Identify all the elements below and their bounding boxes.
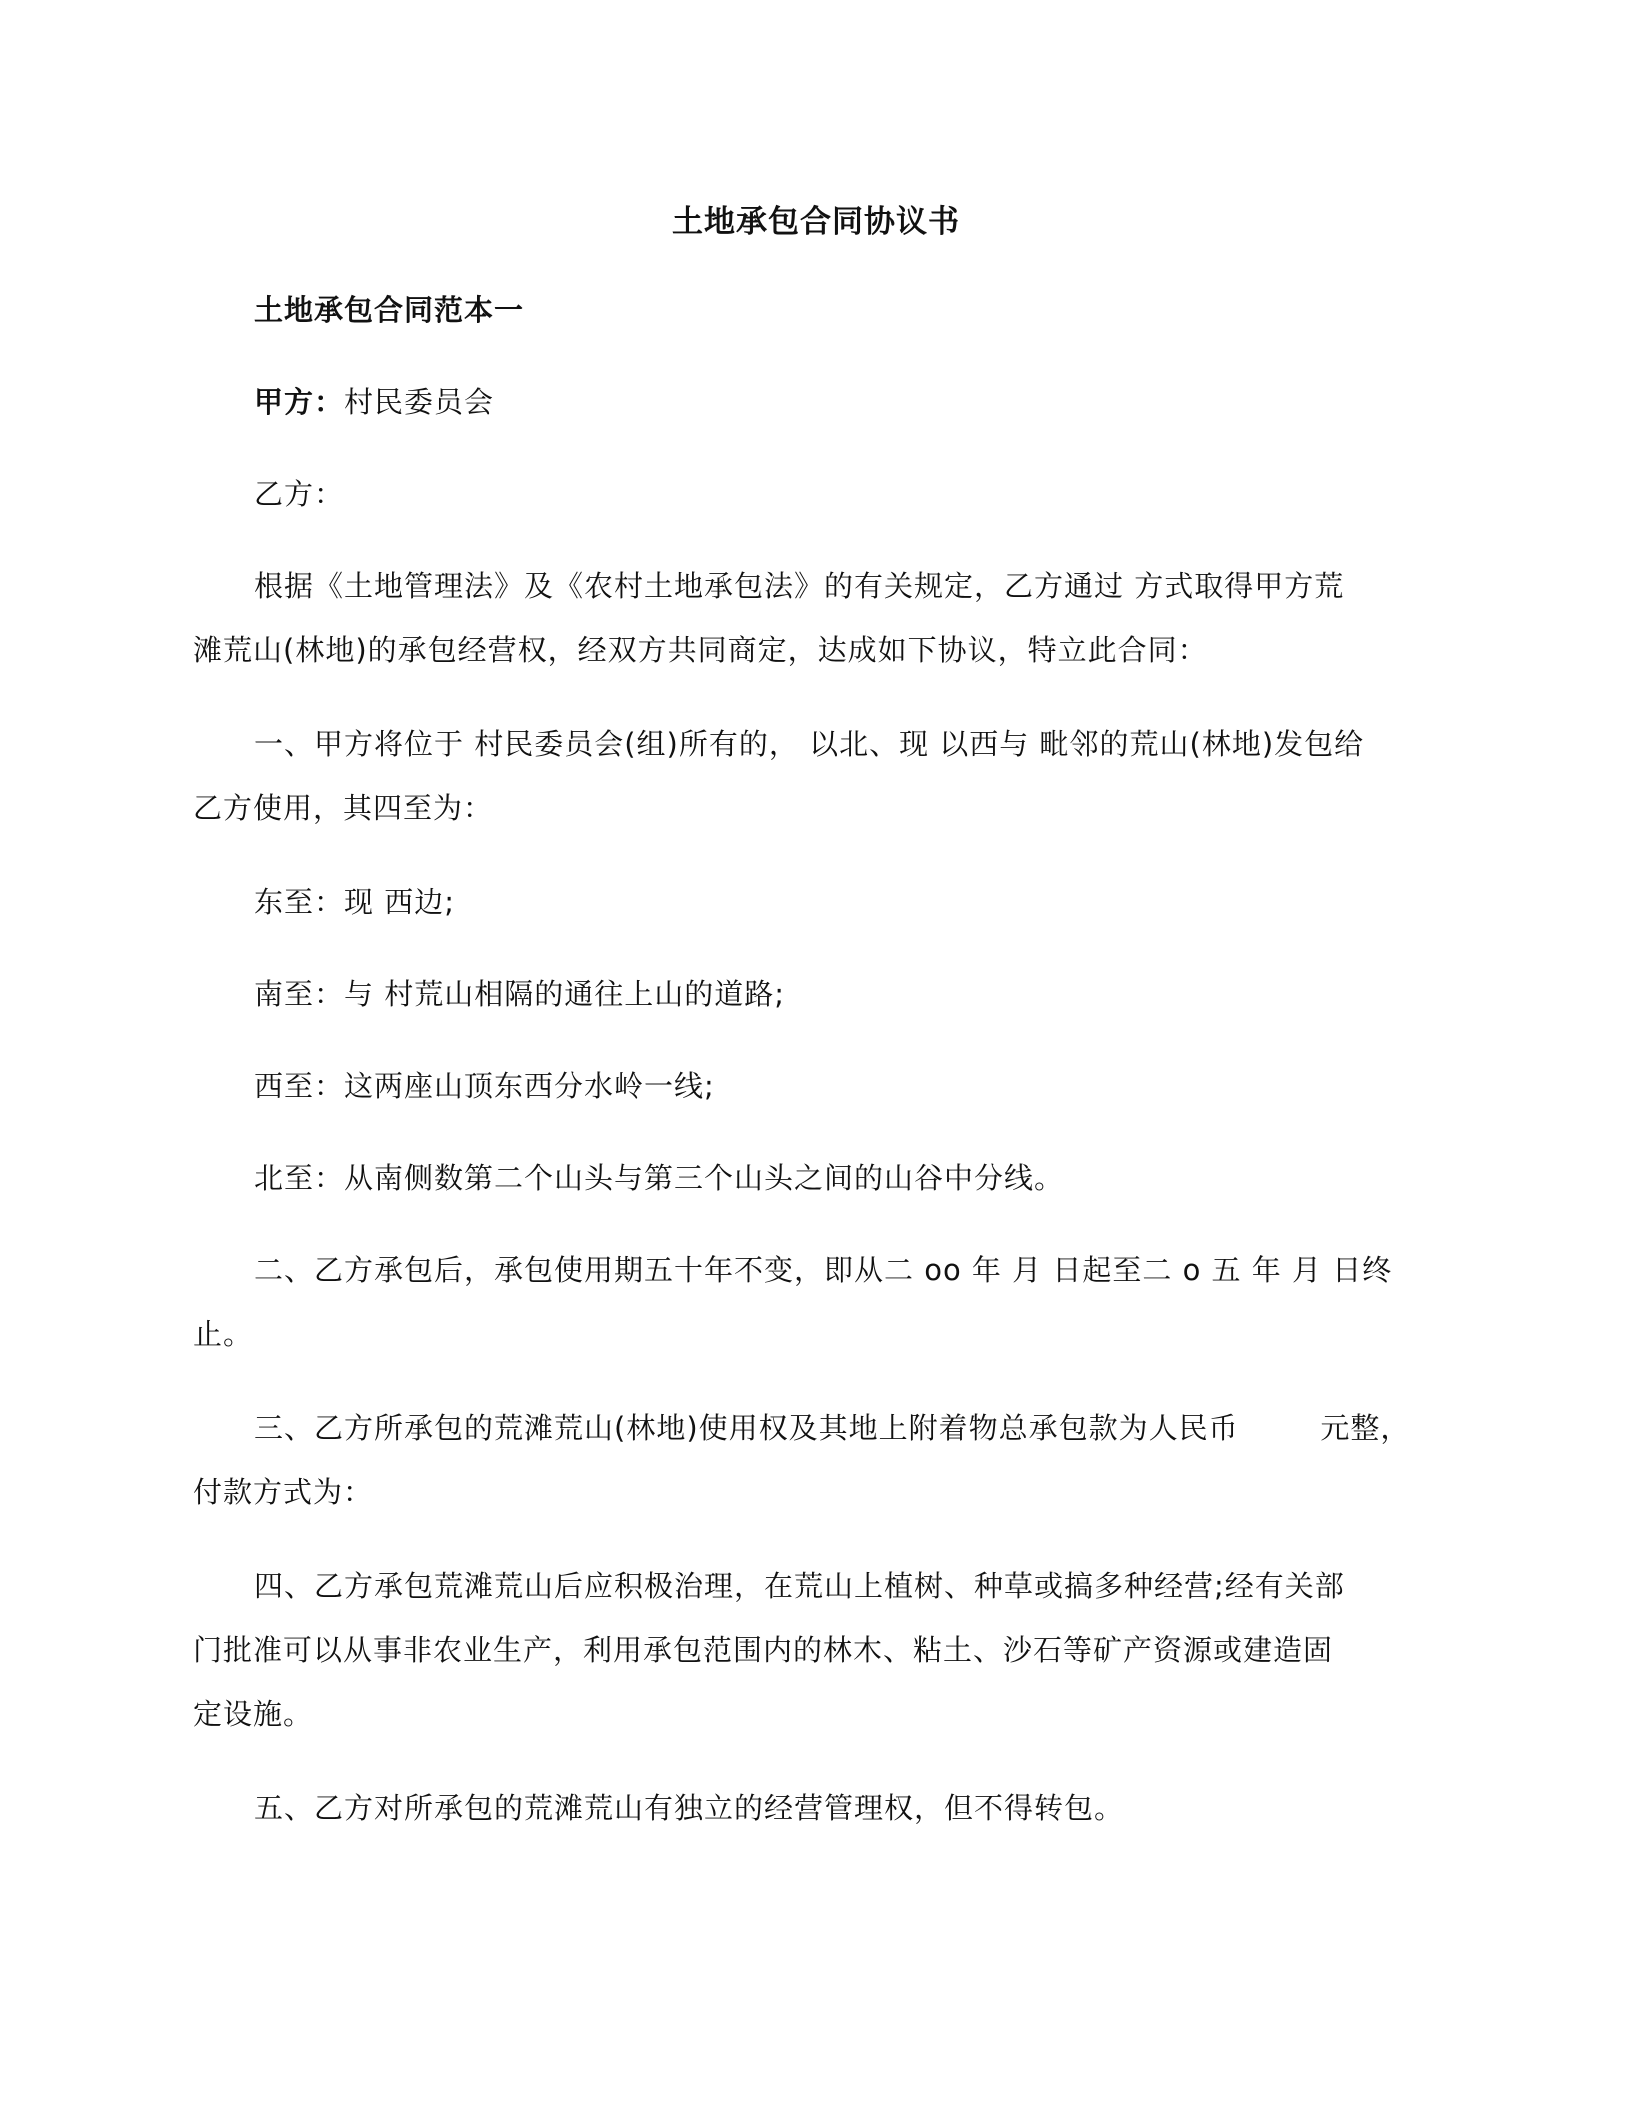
clause2-line-1: 二、乙方承包后，承包使用期五十年不变，即从二 oo 年 月 日起至二 o 五 年 月 日终 <box>254 1253 1393 1287</box>
document-subtitle: 土地承包合同范本一 <box>254 293 525 327</box>
clause1-line-2: 乙方使用，其四至为： <box>193 791 494 825</box>
clause5: 五、乙方对所承包的荒滩荒山有独立的经营管理权，但不得转包。 <box>254 1791 1125 1825</box>
clause4-line-2: 门批准可以从事非农业生产，利用承包范围内的林木、粘土、沙石等矿产资源或建造固 <box>193 1633 1334 1667</box>
clause4-line-1: 四、乙方承包荒滩荒山后应积极治理，在荒山上植树、种草或搞多种经营;经有关部 <box>254 1569 1345 1603</box>
intro-line-1: 根据《土地管理法》及《农村土地承包法》的有关规定，乙方通过 方式取得甲方荒 <box>254 569 1345 603</box>
boundary-north: 北至：从南侧数第二个山头与第三个山头之间的山谷中分线。 <box>254 1161 1065 1195</box>
document-title: 土地承包合同协议书 <box>672 204 960 240</box>
clause3-line-1: 三、乙方所承包的荒滩荒山(林地)使用权及其地上附着物总承包款为人民币 元整， <box>254 1411 1411 1445</box>
party-b-label: 乙方： <box>254 477 345 511</box>
clause2-line-2: 止。 <box>193 1317 254 1351</box>
party-a-label: 甲方： <box>254 385 345 419</box>
clause1-line-1: 一、甲方将位于 村民委员会(组)所有的， 以北、现 以西与 毗邻的荒山(林地)发包给 <box>254 727 1365 761</box>
intro-line-2: 滩荒山(林地)的承包经营权，经双方共同商定，达成如下协议，特立此合同： <box>193 633 1208 667</box>
boundary-south: 南至：与 村荒山相隔的通往上山的道路; <box>254 977 785 1011</box>
clause3-line-2: 付款方式为： <box>193 1475 374 1509</box>
clause4-line-3: 定设施。 <box>193 1697 314 1731</box>
party-a <box>254 382 494 422</box>
boundary-west: 西至：这两座山顶东西分水岭一线; <box>254 1069 715 1103</box>
boundary-east: 东至：现 西边; <box>254 885 455 919</box>
party-a-value: 村民委员会 <box>344 385 495 419</box>
